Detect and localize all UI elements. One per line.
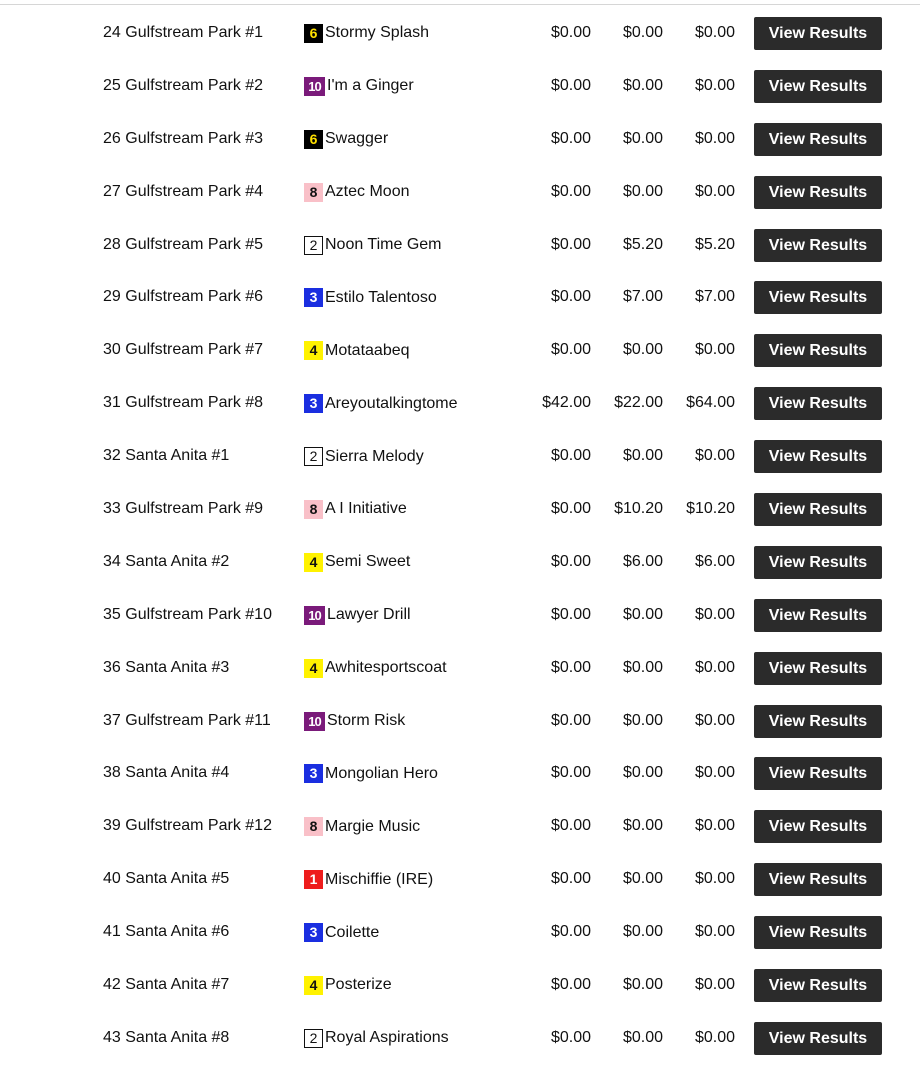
result-row bbox=[0, 853, 920, 906]
race-label: 24 Gulfstream Park #1 bbox=[103, 24, 264, 41]
horse-cell bbox=[304, 324, 410, 377]
horse-name: Coilette bbox=[325, 923, 380, 941]
horse-name: Noon Time Gem bbox=[325, 236, 442, 253]
place-amount: $0.00 bbox=[622, 182, 663, 200]
horse-name: Margie Music bbox=[325, 817, 421, 835]
view-results-button[interactable]: View Results bbox=[754, 863, 882, 896]
horse-name: Awhitesportscoat bbox=[325, 659, 447, 677]
results-list bbox=[0, 7, 920, 1065]
view-results-button[interactable]: View Results bbox=[754, 810, 882, 843]
race-label: 41 Santa Anita #6 bbox=[103, 923, 230, 941]
win-amount: $0.00 bbox=[550, 235, 591, 253]
show-amount: $0.00 bbox=[694, 605, 735, 623]
win-amount: $0.00 bbox=[550, 1028, 591, 1046]
horse-cell bbox=[304, 906, 379, 959]
result-row bbox=[0, 377, 920, 430]
show-amount: $10.20 bbox=[686, 500, 735, 518]
horse-name: Sierra Melody bbox=[325, 447, 424, 465]
post-position-badge: 3 bbox=[304, 923, 323, 942]
show-amount: $0.00 bbox=[694, 817, 735, 835]
win-amount: $0.00 bbox=[550, 711, 591, 729]
view-results-button[interactable]: View Results bbox=[754, 599, 882, 632]
race-label: 35 Gulfstream Park #10 bbox=[103, 605, 272, 623]
win-amount: $0.00 bbox=[550, 341, 591, 359]
win-amount: $0.00 bbox=[550, 76, 591, 94]
race-label: 26 Gulfstream Park #3 bbox=[103, 129, 264, 147]
race-label: 29 Gulfstream Park #6 bbox=[103, 288, 264, 306]
horse-cell bbox=[304, 800, 420, 853]
result-row bbox=[0, 695, 920, 748]
place-amount: $5.20 bbox=[622, 235, 663, 253]
horse-cell bbox=[304, 483, 407, 536]
view-results-button[interactable]: View Results bbox=[754, 176, 882, 209]
result-row bbox=[0, 7, 920, 60]
post-position-badge: 10 bbox=[304, 712, 325, 731]
horse-name: A I Initiative bbox=[325, 500, 407, 518]
result-row bbox=[0, 906, 920, 959]
horse-name: Semi Sweet bbox=[325, 553, 411, 571]
view-results-button[interactable]: View Results bbox=[754, 387, 882, 420]
place-amount: $0.00 bbox=[622, 341, 663, 359]
view-results-button[interactable]: View Results bbox=[754, 281, 882, 314]
place-amount: $0.00 bbox=[622, 24, 663, 41]
race-label: 33 Gulfstream Park #9 bbox=[103, 500, 264, 518]
result-row bbox=[0, 483, 920, 536]
place-amount: $0.00 bbox=[622, 1028, 663, 1046]
show-amount: $0.00 bbox=[694, 870, 735, 888]
race-label: 28 Gulfstream Park #5 bbox=[103, 235, 264, 253]
win-amount: $42.00 bbox=[542, 394, 591, 412]
race-label: 37 Gulfstream Park #11 bbox=[103, 711, 271, 729]
show-amount: $0.00 bbox=[694, 447, 735, 465]
horse-cell bbox=[304, 113, 388, 166]
place-amount: $0.00 bbox=[622, 447, 663, 465]
horse-cell bbox=[304, 695, 405, 748]
result-row bbox=[0, 589, 920, 642]
show-amount: $0.00 bbox=[694, 658, 735, 676]
place-amount: $0.00 bbox=[622, 976, 663, 994]
view-results-button[interactable]: View Results bbox=[754, 334, 882, 367]
post-position-badge: 4 bbox=[304, 659, 323, 678]
result-row bbox=[0, 271, 920, 324]
horse-name: Posterize bbox=[325, 976, 392, 994]
place-amount: $10.20 bbox=[614, 500, 663, 518]
race-label: 40 Santa Anita #5 bbox=[103, 870, 230, 888]
result-row bbox=[0, 113, 920, 166]
show-amount: $0.00 bbox=[694, 711, 735, 729]
horse-cell bbox=[304, 271, 437, 324]
horse-name: Areyoutalkingtome bbox=[325, 394, 458, 412]
result-row bbox=[0, 324, 920, 377]
show-amount: $7.00 bbox=[694, 288, 735, 306]
show-amount: $5.20 bbox=[694, 235, 735, 253]
place-amount: $0.00 bbox=[622, 817, 663, 835]
view-results-button[interactable]: View Results bbox=[754, 493, 882, 526]
place-amount: $7.00 bbox=[622, 288, 663, 306]
win-amount: $0.00 bbox=[550, 288, 591, 306]
place-amount: $0.00 bbox=[622, 923, 663, 941]
horse-cell bbox=[304, 60, 414, 113]
place-amount: $6.00 bbox=[622, 552, 663, 570]
result-row bbox=[0, 959, 920, 1012]
horse-name: Mongolian Hero bbox=[325, 764, 438, 782]
horse-name: Royal Aspirations bbox=[325, 1029, 449, 1047]
post-position-badge: 8 bbox=[304, 500, 323, 519]
post-position-badge: 4 bbox=[304, 976, 323, 995]
place-amount: $0.00 bbox=[622, 870, 663, 888]
result-row bbox=[0, 536, 920, 589]
show-amount: $0.00 bbox=[694, 341, 735, 359]
horse-name: Storm Risk bbox=[327, 712, 406, 730]
win-amount: $0.00 bbox=[550, 976, 591, 994]
win-amount: $0.00 bbox=[550, 923, 591, 941]
horse-name: Motataabeq bbox=[325, 341, 410, 359]
show-amount: $6.00 bbox=[694, 552, 735, 570]
horse-cell bbox=[304, 747, 438, 800]
view-results-button[interactable]: View Results bbox=[754, 705, 882, 738]
horse-cell bbox=[304, 7, 429, 60]
show-amount: $0.00 bbox=[694, 76, 735, 94]
post-position-badge: 10 bbox=[304, 606, 325, 625]
post-position-badge: 3 bbox=[304, 394, 323, 413]
post-position-badge: 6 bbox=[304, 24, 323, 43]
horse-name: Lawyer Drill bbox=[327, 606, 411, 624]
win-amount: $0.00 bbox=[550, 500, 591, 518]
win-amount: $0.00 bbox=[550, 817, 591, 835]
result-row bbox=[0, 642, 920, 695]
show-amount: $0.00 bbox=[694, 129, 735, 147]
post-position-badge: 8 bbox=[304, 183, 323, 202]
horse-name: Estilo Talentoso bbox=[325, 288, 437, 306]
view-results-button[interactable]: View Results bbox=[754, 546, 882, 579]
place-amount: $0.00 bbox=[622, 658, 663, 676]
race-label: 43 Santa Anita #8 bbox=[103, 1028, 230, 1046]
result-row bbox=[0, 166, 920, 219]
view-results-button[interactable]: View Results bbox=[754, 229, 882, 262]
top-divider bbox=[0, 4, 920, 5]
post-position-badge: 8 bbox=[304, 817, 323, 836]
race-label: 39 Gulfstream Park #12 bbox=[103, 817, 272, 835]
result-row bbox=[0, 1012, 920, 1065]
place-amount: $22.00 bbox=[614, 394, 663, 412]
result-row bbox=[0, 430, 920, 483]
horse-cell bbox=[304, 1012, 449, 1065]
race-label: 27 Gulfstream Park #4 bbox=[103, 182, 264, 200]
result-row bbox=[0, 219, 920, 272]
view-results-button[interactable]: View Results bbox=[754, 916, 882, 949]
horse-name: Stormy Splash bbox=[325, 24, 430, 42]
result-row bbox=[0, 60, 920, 113]
horse-cell bbox=[304, 853, 433, 906]
view-results-button[interactable]: View Results bbox=[754, 757, 882, 790]
horse-cell bbox=[304, 589, 411, 642]
place-amount: $0.00 bbox=[622, 764, 663, 782]
win-amount: $0.00 bbox=[550, 24, 591, 41]
horse-cell bbox=[304, 536, 410, 589]
show-amount: $64.00 bbox=[686, 394, 735, 412]
race-label: 36 Santa Anita #3 bbox=[103, 658, 230, 676]
post-position-badge: 2 bbox=[304, 236, 323, 255]
show-amount: $0.00 bbox=[694, 24, 735, 41]
win-amount: $0.00 bbox=[550, 129, 591, 147]
race-label: 42 Santa Anita #7 bbox=[103, 976, 230, 994]
horse-name: I'm a Ginger bbox=[327, 77, 414, 95]
show-amount: $0.00 bbox=[694, 1028, 735, 1046]
show-amount: $0.00 bbox=[694, 764, 735, 782]
horse-name: Mischiffie (IRE) bbox=[325, 870, 434, 888]
race-label: 31 Gulfstream Park #8 bbox=[103, 394, 264, 412]
horse-cell bbox=[304, 219, 441, 272]
win-amount: $0.00 bbox=[550, 552, 591, 570]
win-amount: $0.00 bbox=[550, 658, 591, 676]
race-label: 38 Santa Anita #4 bbox=[103, 764, 230, 782]
post-position-badge: 4 bbox=[304, 553, 323, 572]
post-position-badge: 10 bbox=[304, 77, 325, 96]
view-results-button[interactable]: View Results bbox=[754, 440, 882, 473]
view-results-button[interactable]: View Results bbox=[754, 70, 882, 103]
race-label: 25 Gulfstream Park #2 bbox=[103, 76, 264, 94]
win-amount: $0.00 bbox=[550, 605, 591, 623]
view-results-button[interactable]: View Results bbox=[754, 1022, 882, 1055]
horse-cell bbox=[304, 959, 392, 1012]
place-amount: $0.00 bbox=[622, 711, 663, 729]
post-position-badge: 2 bbox=[304, 1029, 323, 1048]
view-results-button[interactable]: View Results bbox=[754, 652, 882, 685]
place-amount: $0.00 bbox=[622, 76, 663, 94]
race-label: 32 Santa Anita #1 bbox=[103, 447, 230, 465]
horse-cell bbox=[304, 642, 447, 695]
place-amount: $0.00 bbox=[622, 605, 663, 623]
win-amount: $0.00 bbox=[550, 764, 591, 782]
view-results-button[interactable]: View Results bbox=[754, 969, 882, 1002]
post-position-badge: 1 bbox=[304, 870, 323, 889]
win-amount: $0.00 bbox=[550, 870, 591, 888]
view-results-button[interactable]: View Results bbox=[754, 123, 882, 156]
result-row bbox=[0, 747, 920, 800]
win-amount: $0.00 bbox=[550, 182, 591, 200]
show-amount: $0.00 bbox=[694, 976, 735, 994]
result-row bbox=[0, 800, 920, 853]
post-position-badge: 3 bbox=[304, 288, 323, 307]
place-amount: $0.00 bbox=[622, 129, 663, 147]
post-position-badge: 6 bbox=[304, 130, 323, 149]
view-results-button[interactable]: View Results bbox=[754, 17, 882, 50]
horse-name: Aztec Moon bbox=[325, 183, 410, 201]
horse-cell bbox=[304, 377, 458, 430]
show-amount: $0.00 bbox=[694, 182, 735, 200]
horse-cell bbox=[304, 430, 424, 483]
post-position-badge: 2 bbox=[304, 447, 323, 466]
race-label: 34 Santa Anita #2 bbox=[103, 552, 230, 570]
win-amount: $0.00 bbox=[550, 447, 591, 465]
horse-name: Swagger bbox=[325, 130, 389, 148]
race-label: 30 Gulfstream Park #7 bbox=[103, 341, 264, 359]
show-amount: $0.00 bbox=[694, 923, 735, 941]
post-position-badge: 3 bbox=[304, 764, 323, 783]
horse-cell bbox=[304, 166, 409, 219]
post-position-badge: 4 bbox=[304, 341, 323, 360]
